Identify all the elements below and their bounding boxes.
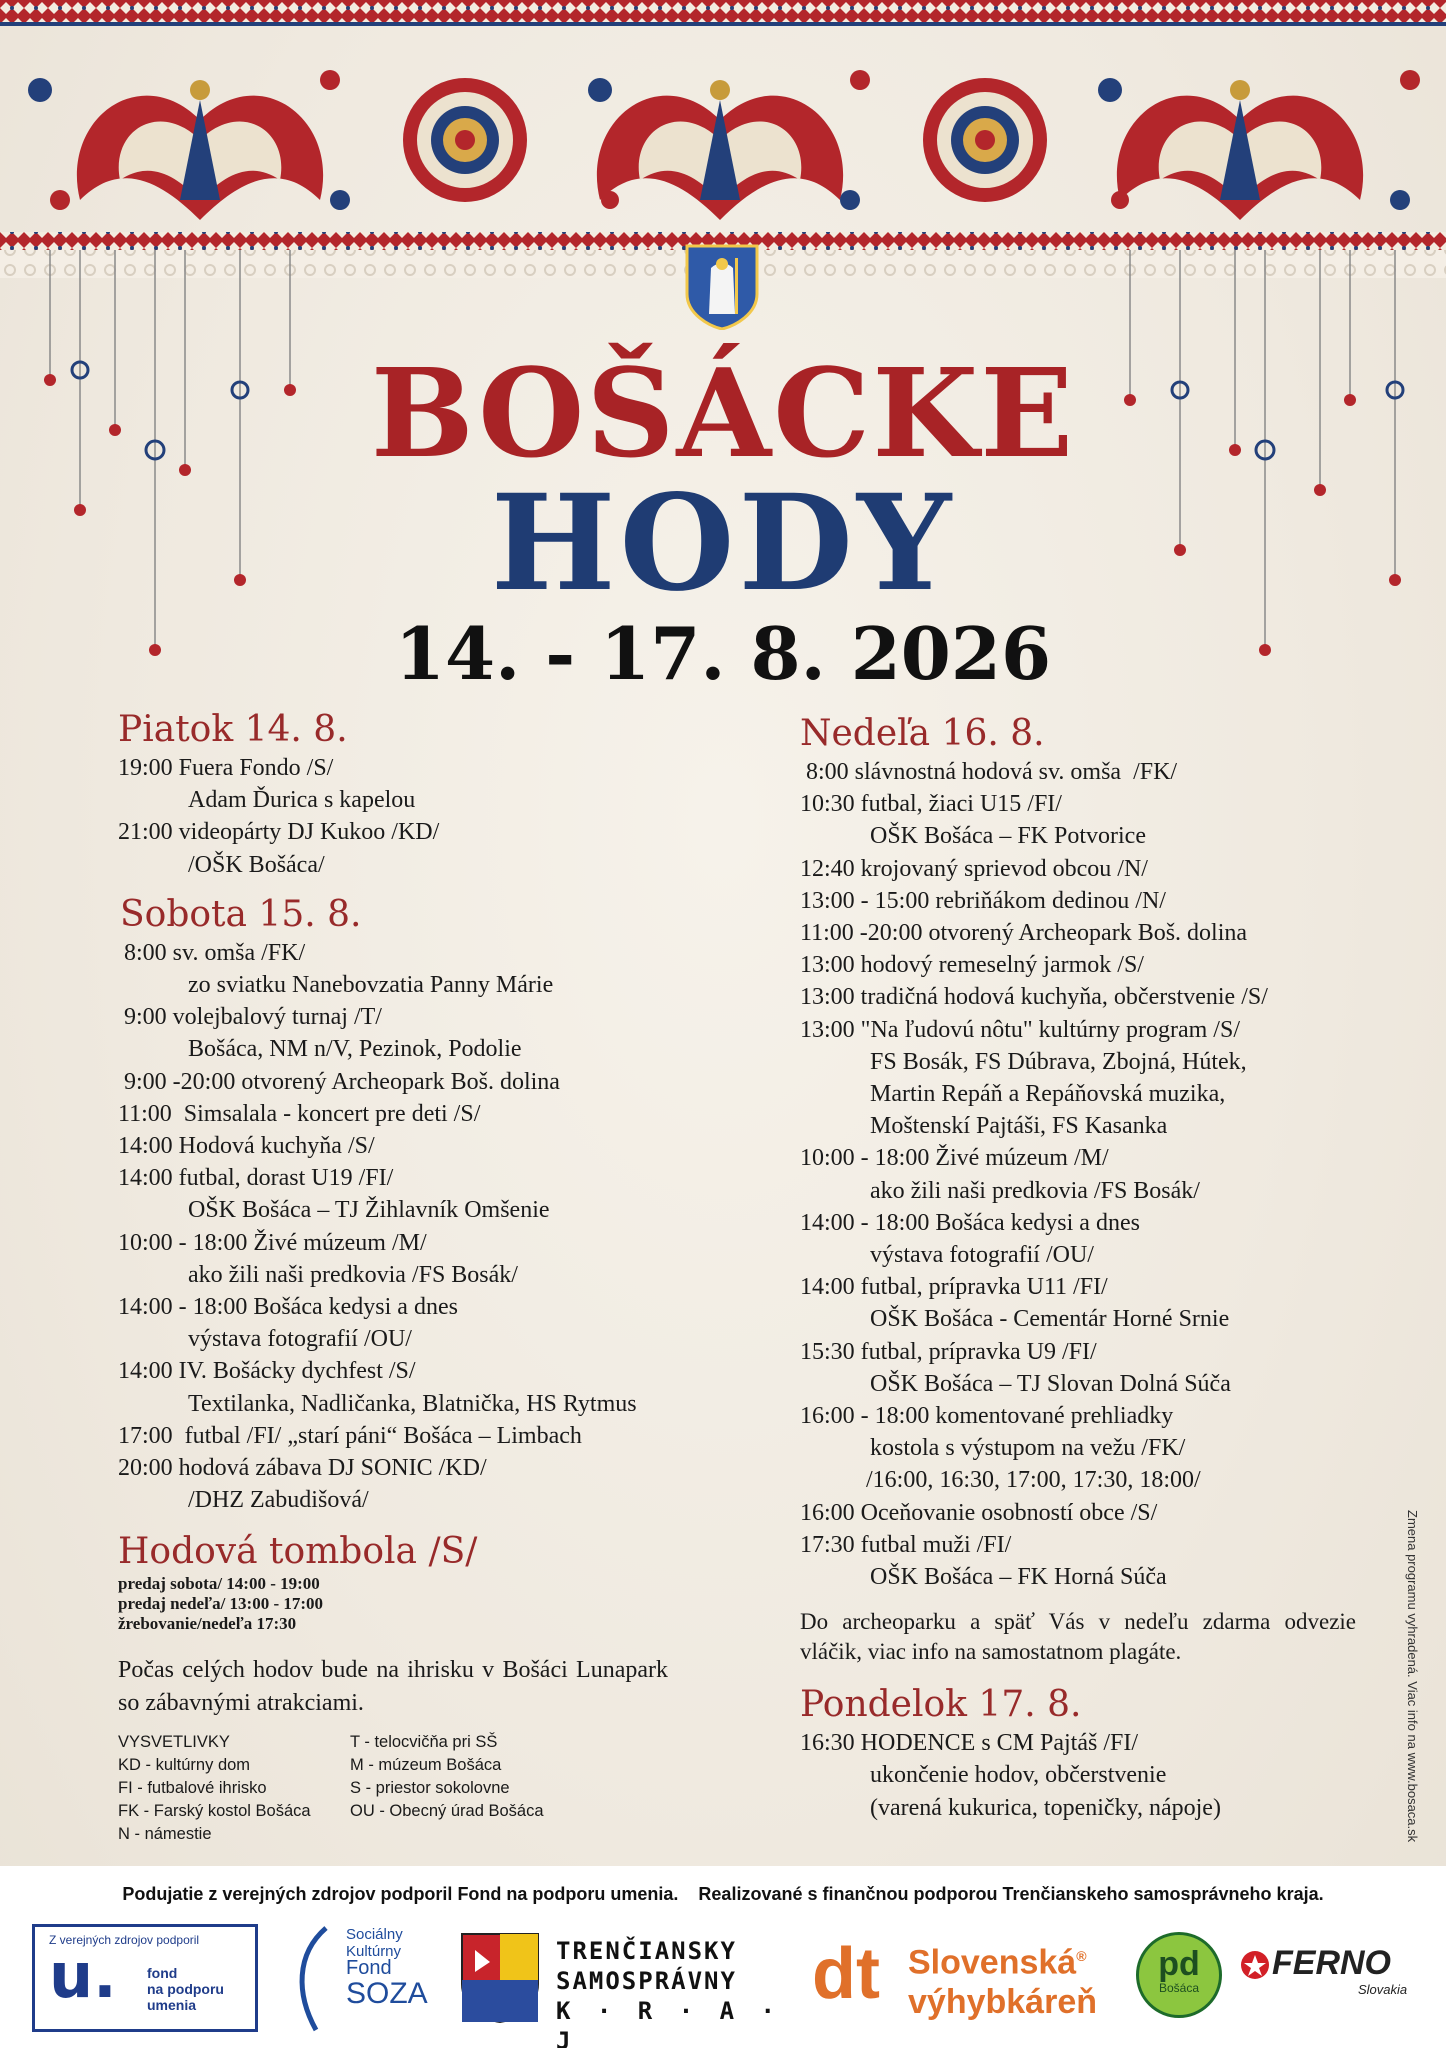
legend-item: OU - Obecný úrad Bošáca (350, 1801, 544, 1820)
saturday-line: Bošáca, NM n/V, Pezinok, Podolie (188, 1036, 522, 1063)
fpu-line: umenia (147, 1997, 197, 2013)
sunday-line: ako žili naši predkovia /FS Bosák/ (870, 1177, 1200, 1204)
event-dates: 14. - 17. 8. 2026 (394, 611, 1052, 696)
legend-item: T - telocvičňa pri SŠ (350, 1732, 498, 1751)
saturday-line: 14:00 futbal, dorast U19 /FI/ (118, 1165, 394, 1192)
dt-reg: ® (1076, 1948, 1087, 1964)
soza-line: Sociálny (346, 1926, 403, 1943)
lunapark-note: Počas celých hodov bude na ihrisku v Bošáci Lunapark so zábavnými atrakciami. (118, 1657, 668, 1716)
tombola-line: predaj nedeľa/ 13:00 - 17:00 (118, 1594, 324, 1614)
saturday-line: /DHZ Zabudišová/ (188, 1487, 369, 1514)
sunday-line: FS Bosák, FS Dúbrava, Zbojná, Hútek, (870, 1048, 1247, 1075)
sunday-line: Moštenskí Pajtáši, FS Kasanka (870, 1113, 1168, 1140)
ferno-name: FERNO (1272, 1944, 1391, 1982)
title-line-1: BOŠÁCKE (370, 341, 1076, 485)
sunday-heading: Nedeľa 16. 8. (800, 713, 1045, 754)
monday-line: ukončenie hodov, občerstvenie (870, 1762, 1167, 1789)
friday-line: Adam Ďurica s kapelou (188, 787, 416, 814)
footer (0, 1866, 1446, 2048)
saturday-heading: Sobota 15. 8. (120, 893, 362, 935)
sunday-line: 10:00 - 18:00 Živé múzeum /M/ (800, 1145, 1109, 1172)
monday-line: 16:30 HODENCE s CM Pajtáš /FI/ (800, 1730, 1139, 1757)
dt-logo (812, 1932, 1132, 2032)
tsk-line: K · R · A · J (556, 1997, 781, 2048)
legend-item: KD - kultúrny dom (118, 1755, 251, 1774)
sunday-line: kostola s výstupom na vežu /FK/ (870, 1435, 1186, 1462)
sunday-line: 13:00 tradičná hodová kuchyňa, občerstvenie /S/ (800, 984, 1268, 1011)
sunday-line: výstava fotografií /OU/ (870, 1242, 1094, 1269)
fpu-line: fond (147, 1965, 178, 1981)
sunday-line: 10:30 futbal, žiaci U15 /FI/ (800, 791, 1062, 818)
legend-item: FI - futbalové ihrisko (118, 1778, 267, 1797)
sunday-line: 16:00 - 18:00 komentované prehliadky (800, 1403, 1174, 1430)
saturday-line: OŠK Bošáca – TJ Žihlavník Omšenie (188, 1197, 550, 1224)
tombola-line: predaj sobota/ 14:00 - 19:00 (118, 1574, 320, 1594)
legend-item: FK - Farský kostol Bošáca (118, 1801, 311, 1820)
saturday-line: ako žili naši predkovia /FS Bosák/ (188, 1261, 518, 1288)
fpu-name (147, 1965, 224, 2013)
tombola-line: žrebovanie/nedeľa 17:30 (118, 1614, 297, 1634)
saturday-line: 17:00 futbal /FI/ „starí páni“ Bošáca – Limbach (118, 1422, 582, 1449)
saturday-line: 14:00 - 18:00 Bošáca kedysi a dnes (118, 1294, 458, 1321)
saturday-line: zo sviatku Nanebovzatia Panny Márie (188, 972, 554, 999)
monday-heading: Pondelok 17. 8. (800, 1684, 1082, 1726)
ferno-star-icon (1240, 1950, 1270, 1980)
saturday-line: 20:00 hodová zábava DJ SONIC /KD/ (118, 1455, 487, 1482)
saturday-line: 14:00 Hodová kuchyňa /S/ (118, 1133, 375, 1160)
tsk-line: SAMOSPRÁVNY (556, 1967, 737, 1995)
sunday-line: 8:00 slávnostná hodová sv. omša /FK/ (800, 759, 1178, 785)
legend (118, 1731, 748, 1846)
saturday-line: 11:00 Simsalala - koncert pre deti /S/ (118, 1100, 481, 1127)
saturday-line: Textilanka, Nadličanka, Blatnička, HS Rytmus (188, 1390, 637, 1417)
monday-line: (varená kukurica, topeničky, nápoje) (870, 1794, 1221, 1821)
tombola-heading: Hodová tombola /S/ (118, 1531, 478, 1573)
sunday-line: OŠK Bošáca – FK Horná Súča (870, 1564, 1167, 1591)
tsk-logo (460, 1926, 790, 2048)
ferno-logo (1240, 1946, 1420, 2006)
sunday-line: 14:00 - 18:00 Bošáca kedysi a dnes (800, 1209, 1140, 1236)
sunday-line: 13:00 "Na ľudovú nôtu" kultúrny program /S/ (800, 1016, 1240, 1043)
legend-item: S - priestor sokolovne (350, 1778, 510, 1797)
tsk-text (556, 1936, 790, 2048)
friday-heading: Piatok 14. 8. (118, 709, 348, 750)
saturday-line: výstava fotografií /OU/ (188, 1326, 412, 1353)
support-text: Podujatie z verejných zdrojov podporil Fond na podporu umenia. Realizované s finančnou podporou Trenčianskeho samosprávneho kraja. (122, 1884, 1324, 1904)
soza-line: Fond (346, 1957, 392, 1979)
sunday-line: 11:00 -20:00 otvorený Archeopark Boš. dolina (800, 920, 1248, 947)
tsk-crest-icon (460, 1932, 540, 2024)
pd-logo (1136, 1932, 1222, 2018)
dt-line: Slovenská (908, 1943, 1077, 1982)
sunday-line: OŠK Bošáca – TJ Slovan Dolná Súča (870, 1370, 1231, 1397)
pd-mark: pd (1158, 1945, 1200, 1983)
sunday-line: 17:30 futbal muži /FI/ (800, 1531, 1012, 1558)
legend-title: VYSVETLIVKY (118, 1732, 230, 1751)
sunday-line: OŠK Bošáca - Cementár Horné Srnie (870, 1306, 1230, 1333)
sunday-line: Martin Repáň a Repáňovská muzika, (870, 1081, 1226, 1108)
left-column (118, 708, 748, 1846)
soza-line: Kultúrny (346, 1943, 402, 1960)
saturday-line: 14:00 IV. Bošácky dychfest /S/ (118, 1358, 416, 1385)
train-note: Do archeoparku a späť Vás v nedeľu zdarma odvezie vláčik, viac info na samostatnom plagáte. (800, 1609, 1356, 1665)
tsk-line: TRENČIANSKY (556, 1937, 737, 1965)
sunday-line: /16:00, 16:30, 17:00, 17:30, 18:00/ (866, 1467, 1201, 1494)
dt-mark: dt (812, 1934, 880, 2014)
sunday-line: 15:30 futbal, prípravka U9 /FI/ (800, 1338, 1097, 1365)
fpu-line: na podporu (147, 1981, 224, 1997)
friday-line: 19:00 Fuera Fondo /S/ (118, 755, 334, 781)
fpu-logo (32, 1924, 258, 2032)
fpu-letter: u. (49, 1939, 117, 2012)
sunday-line: 13:00 hodový remeselný jarmok /S/ (800, 952, 1144, 979)
sunday-line: 12:40 krojovaný sprievod obcou /N/ (800, 855, 1148, 882)
village-coat-of-arms (685, 244, 759, 330)
saturday-line: 8:00 sv. omša /FK/ (118, 939, 306, 966)
dt-text (908, 1936, 1097, 2022)
dt-line: výhybkáreň (908, 1983, 1097, 2022)
friday-line: /OŠK Bošáca/ (188, 851, 325, 878)
soza-text (346, 1926, 428, 2011)
friday-line: 21:00 videopárty DJ Kukoo /KD/ (118, 819, 440, 846)
soza-logo (296, 1924, 426, 2034)
soza-swirl-icon (296, 1924, 336, 2034)
sunday-line: 13:00 - 15:00 rebriňákom dedinou /N/ (800, 887, 1166, 914)
sunday-line: 16:00 Oceňovanie osobností obce /S/ (800, 1499, 1158, 1526)
saturday-line: 9:00 -20:00 otvorený Archeopark Boš. dolina (118, 1068, 560, 1095)
saturday-line: 9:00 volejbalový turnaj /T/ (118, 1004, 382, 1031)
sunday-line: OŠK Bošáca – FK Potvorice (870, 823, 1146, 850)
sunday-line: 14:00 futbal, prípravka U11 /FI/ (800, 1274, 1108, 1301)
pd-sub: Bošáca (1158, 1981, 1200, 1995)
right-column (800, 712, 1400, 1824)
legend-item: M - múzeum Bošáca (350, 1755, 502, 1774)
ferno-sub: Slovakia (1358, 1982, 1408, 1997)
saturday-line: 10:00 - 18:00 Živé múzeum /M/ (118, 1229, 427, 1256)
legend-item: N - námestie (118, 1824, 212, 1843)
program-change-note: Zmena programu vyhradená. Viac info na www.bosaca.sk (1405, 1510, 1420, 1843)
title-line-2: HODY (490, 466, 956, 621)
soza-line: SOZA (346, 1977, 428, 2010)
fpu-top-text: Z verejných zdrojov podporil (49, 1933, 200, 1947)
